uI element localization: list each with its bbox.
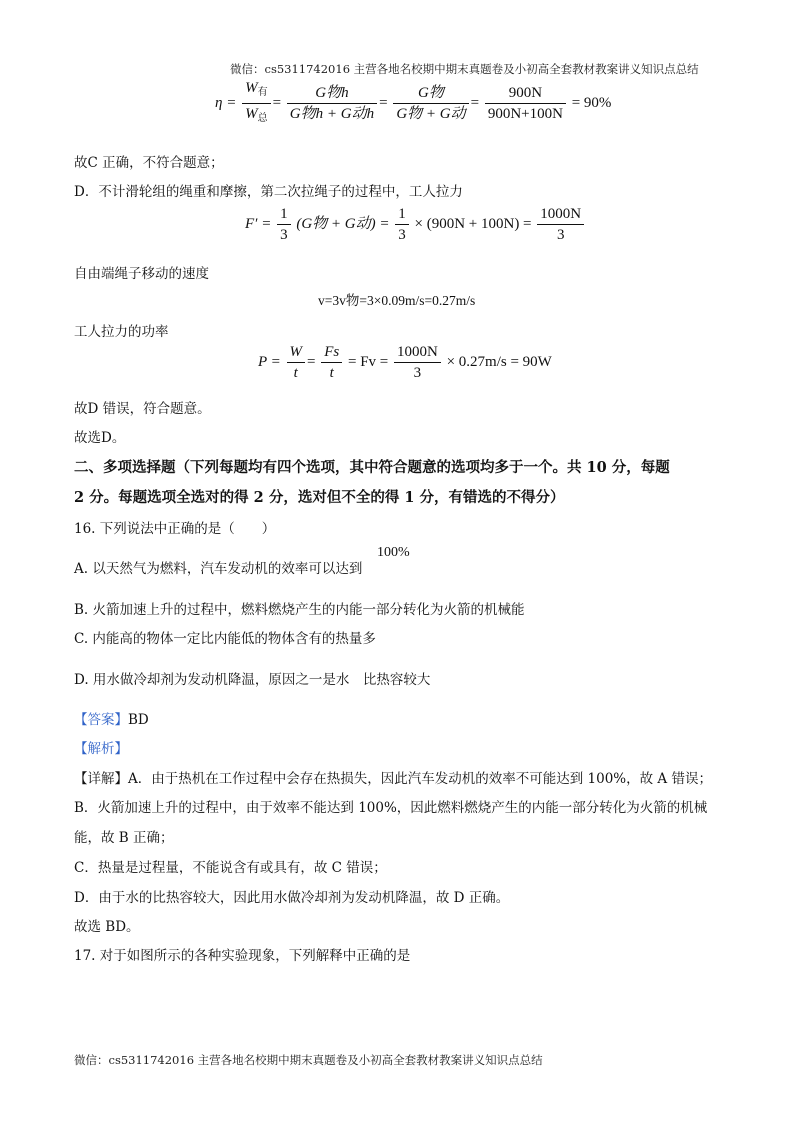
answer-value: BD <box>128 712 149 728</box>
speed-equation: v=3v物=3×0.09m/s=0.27m/s <box>318 293 476 308</box>
page-header: 微信：cs5311742016 主营各地名校期中期末真题卷及小初高全套教材教案讲义知识点总结 <box>230 62 699 76</box>
answer-line <box>74 708 149 728</box>
q16-stem: 16. 下列说法中正确的是（ ） <box>74 521 276 537</box>
analysis-tag: 【解析】 <box>74 741 128 757</box>
detail-line-5: D．由于水的比热容较大，因此用水做冷却剂为发动机降温，故 D 正确。 <box>74 890 510 906</box>
detail-line-3: 能，故 B 正确； <box>74 830 174 846</box>
detail-line-1: 【详解】A．由于热机在工作过程中会存在热损失，因此汽车发动机的效率不可能达到 100%，故 A 错误； <box>74 771 712 787</box>
q16-option-b: B. 火箭加速上升的过程中，燃料燃烧产生的内能一部分转化为火箭的机械能 <box>74 602 525 618</box>
q16-option-a: A. 以天然气为燃料，汽车发动机的效率可以达到 <box>74 561 363 577</box>
page-footer: 微信：cs5311742016 主营各地名校期中期末真题卷及小初高全套教材教案讲义知识点总结 <box>74 1053 543 1067</box>
section-heading-line1: 二、多项选择题（下列每题均有四个选项，其中符合题意的选项均多于一个。共 10 分，每题 <box>74 459 670 476</box>
detail-line-2: B．火箭加速上升的过程中，由于效率不能达到 100%，因此燃料燃烧产生的内能一部分转化为火箭的机械 <box>74 800 708 816</box>
text-speed-label: 自由端绳子移动的速度 <box>74 266 209 282</box>
q16-option-c: C. 内能高的物体一定比内能低的物体含有的热量多 <box>74 631 376 647</box>
text-power-label: 工人拉力的功率 <box>74 324 169 340</box>
answer-tag: 【答案】 <box>74 712 128 728</box>
weight-fraction: $\frac{\text{G物}}{\text{G物 + G动}}$ <box>393 83 468 124</box>
q17-stem: 17. 对于如图所示的各种实验现象，下列解释中正确的是 <box>74 948 411 964</box>
eta-lhs: η = <box>215 94 237 111</box>
text-choose-d: 故选D。 <box>74 430 126 446</box>
section-heading-line2: 2 分。每题选项全选对的得 2 分，选对但不全的得 1 分，有错选的不得分） <box>74 489 565 506</box>
q16-option-d: D. 用水做冷却剂为发动机降温，原因之一是水 比热容较大 <box>74 672 431 688</box>
text-c-correct: 故C 正确，不符合题意； <box>74 155 224 171</box>
text-d-intro: D．不计滑轮组的绳重和摩擦，第二次拉绳子的过程中，工人拉力 <box>74 184 463 200</box>
detail-line-4: C．热量是过程量，不能说含有或具有，故 C 错误； <box>74 860 387 876</box>
eta-result: = 90% <box>571 94 612 111</box>
detail-line-6: 故选 BD。 <box>74 919 140 935</box>
efficiency-equation: η = $\frac{W_有}{W_总}$ = $\frac{\text{G物h}}{\text{G物h + G动h}}$ = $\frac{\text{G物}}{\text{G物 + G动}}$ = $\frac{900N}{900N+100N}$ = 90% <box>215 78 611 129</box>
q16-option-a-value: 100% <box>377 545 410 560</box>
numeric-fraction: $\frac{900N}{900N+100N}$ <box>485 83 566 124</box>
work-fraction: $\frac{W_有}{W_总}$ <box>242 78 271 129</box>
height-fraction: $\frac{\text{G物h}}{\text{G物h + G动h}}$ <box>287 83 377 124</box>
power-equation: P = $\frac{W}{t}$ = $\frac{Fs}{t}$ = Fv = $\frac{1000N}{3}$ × 0.27m/s = 90W <box>258 344 552 381</box>
text-d-wrong: 故D 错误，符合题意。 <box>74 401 211 417</box>
force-equation: F′ = $\frac{1}{3}$ (G物 + G动) = $\frac{1}{3}$ × (900N + 100N) = $\frac{1000N}{3}$ <box>245 204 586 245</box>
